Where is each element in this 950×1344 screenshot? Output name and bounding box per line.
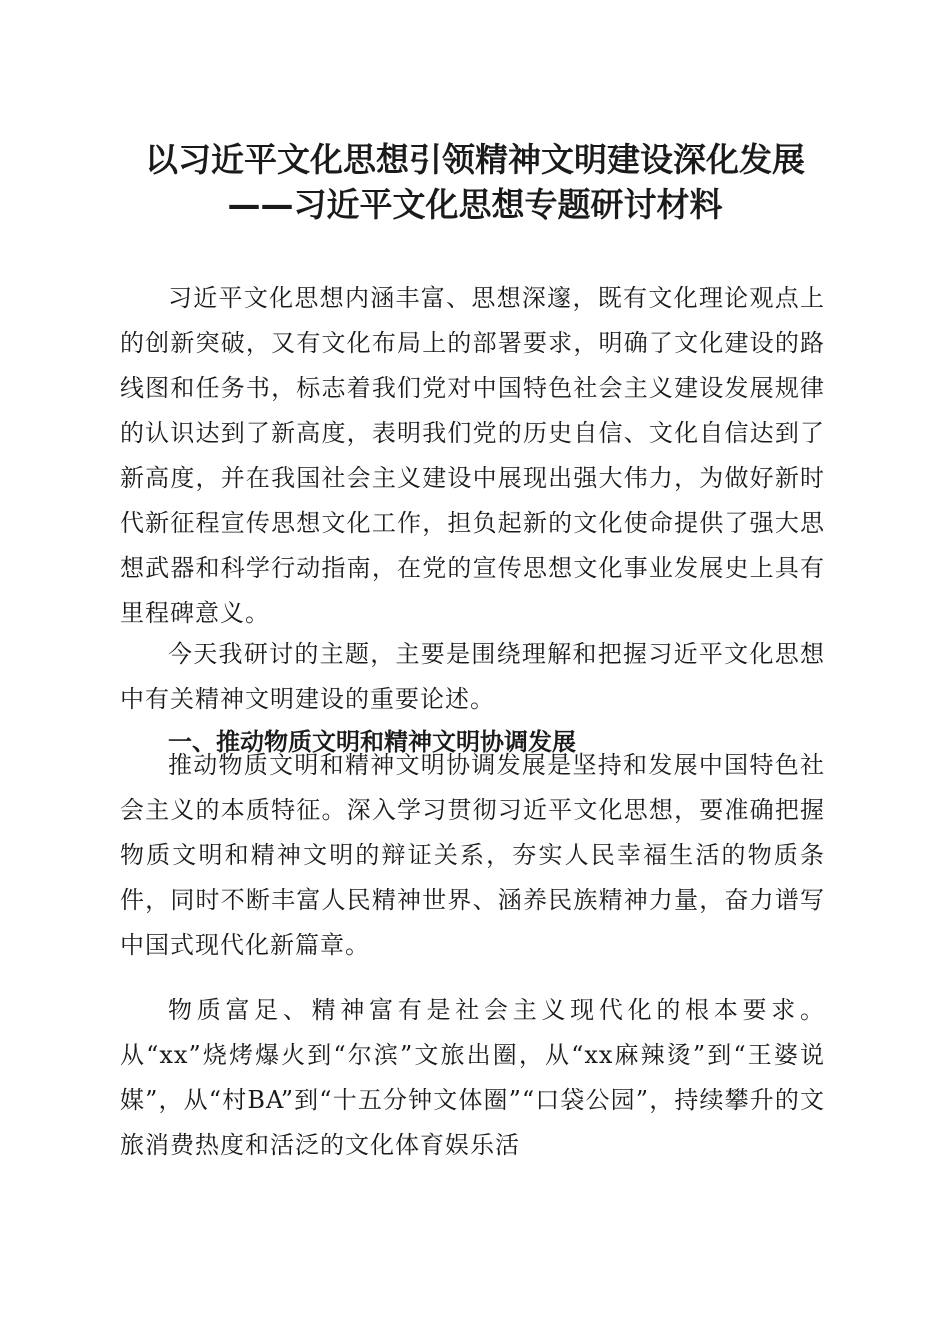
body-paragraph: 习近平文化思想内涵丰富、思想深邃，既有文化理论观点上的创新突破，又有文化布局上的部署要求，明确了文化建设的路线图和任务书，标志着我们党对中国特色社会主义建设发展规律的认识达到了新高度，表明我们党的历史自信、文化自信达到了新高度，并在我国社会主义建设中展现出强大伟力，为做好新时代新征程宣传思想文化工作，担负起新的文化使命提供了强大思想武器和科学行动指南，在党的宣传思想文化事业发展史上具有里程碑意义。 [120, 284, 825, 627]
document-subtitle: ——习近平文化思想专题研讨材料 [227, 185, 723, 224]
body-paragraph: 物质富足、精神富有是社会主义现代化的根本要求。从“xx”烧烤爆火到“尔滨”文旅出圈，从“xx麻辣烫”到“王婆说媒”，从“村BA”到“十五分钟文体圈”“口袋公园”，持续攀升的文旅消费热度和活泛的文化体育娱乐活 [120, 996, 825, 1159]
body-paragraph: 推动物质文明和精神文明协调发展是坚持和发展中国特色社会主义的本质特征。深入学习贯彻习近平文化思想，要准确把握物质文明和精神文明的辩证关系，夯实人民幸福生活的物质条件，同时不断丰富人民精神世界、涵养民族精神力量，奋力谱写中国式现代化新篇章。 [120, 751, 825, 959]
section-heading: 一、推动物质文明和精神文明协调发展 [168, 728, 576, 756]
document-title: 以习近平文化思想引领精神文明建设深化发展 [145, 140, 805, 179]
body-paragraph: 今天我研讨的主题，主要是围绕理解和把握习近平文化思想中有关精神文明建设的重要论述。 [120, 640, 825, 713]
